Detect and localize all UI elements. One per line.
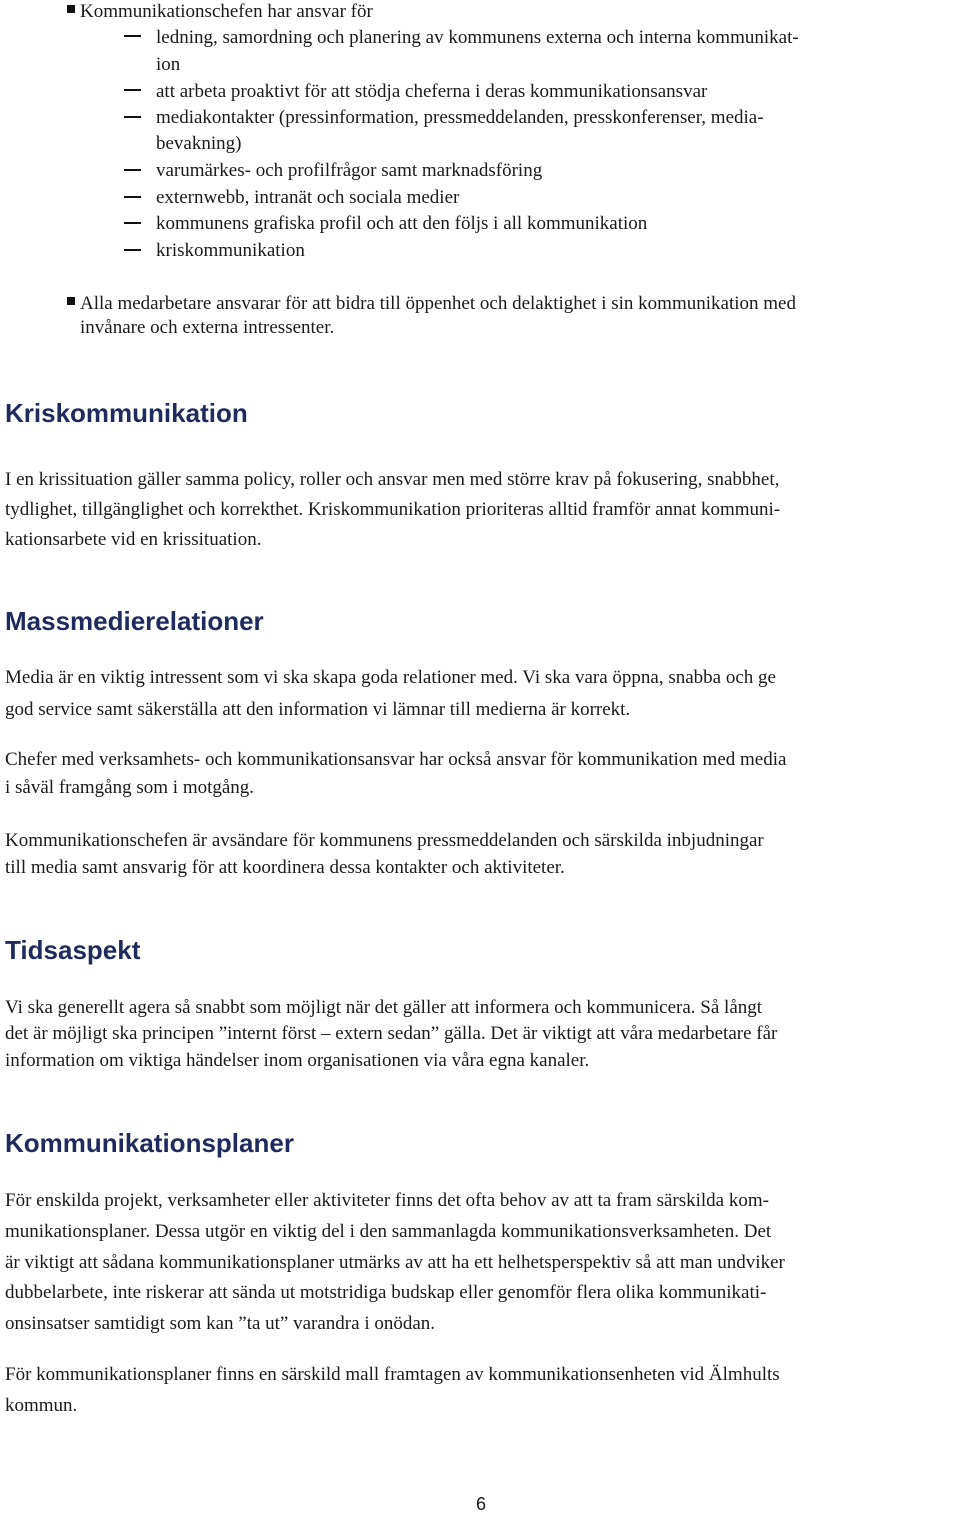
paragraph-line: Media är en viktig intressent som vi ska skapa goda relationer med. Vi ska vara öppna, snabba och ge (5, 667, 776, 688)
paragraph-line: det är möjligt ska principen ”internt först – extern sedan” gälla. Det är viktigt att våra medarbetare får (5, 1023, 778, 1044)
bullet-marker (67, 297, 75, 305)
dash-marker (124, 169, 141, 171)
paragraph-line: tydlighet, tillgänglighet och korrekthet. Kriskommunikation prioriteras alltid framför annat kommuni- (5, 499, 781, 520)
paragraph-line: kationsarbete vid en krissituation. (5, 529, 262, 550)
paragraph-line: dubbelarbete, inte riskerar att sända ut motstridiga budskap eller genomför flera olika kommunikati- (5, 1282, 767, 1303)
list-item: mediakontakter (pressinformation, pressmeddelanden, presskonferenser, media- (156, 107, 764, 128)
section-heading: Kriskommunikation (5, 398, 248, 428)
paragraph-line: till media samt ansvarig för att koordinera dessa kontakter och aktiviteter. (5, 857, 565, 878)
paragraph-line: information om viktiga händelser inom organisationen via våra egna kanaler. (5, 1050, 590, 1071)
list-item: ion (156, 54, 181, 75)
list-item: att arbeta proaktivt för att stödja cheferna i deras kommunikationsansvar (156, 81, 708, 102)
dash-marker (124, 196, 141, 198)
bullet-marker (67, 5, 75, 13)
dash-marker (124, 35, 141, 37)
paragraph-line: För kommunikationsplaner finns en särskild mall framtagen av kommunikationsenheten vid Älmhults (5, 1364, 780, 1385)
dash-marker (124, 89, 141, 91)
paragraph-line: För enskilda projekt, verksamheter eller aktiviteter finns det ofta behov av att ta fram särskilda kom- (5, 1190, 769, 1211)
paragraph-line: kommun. (5, 1395, 78, 1416)
list-item: varumärkes- och profilfrågor samt marknadsföring (156, 160, 543, 181)
page-number: 6 (476, 1494, 487, 1514)
dash-marker (124, 116, 141, 118)
paragraph-line: onsinsatser samtidigt som kan ”ta ut” varandra i onödan. (5, 1313, 436, 1334)
paragraph-line: Vi ska generellt agera så snabbt som möjligt när det gäller att informera och kommunicera. Så långt (5, 997, 763, 1018)
list-item: ledning, samordning och planering av kommunens externa och interna kommunikat- (156, 27, 799, 48)
paragraph-line: I en krissituation gäller samma policy, roller och ansvar men med större krav på fokusering, snabbhet, (5, 469, 780, 490)
bullet-text: invånare och externa intressenter. (80, 317, 335, 338)
dash-marker (124, 222, 141, 224)
list-item: kommunens grafiska profil och att den följs i all kommunikation (156, 213, 648, 234)
paragraph-line: Chefer med verksamhets- och kommunikationsansvar har också ansvar för kommunikation med media (5, 749, 787, 770)
section-heading: Massmedierelationer (5, 606, 264, 636)
paragraph-line: i såväl framgång som i motgång. (5, 777, 255, 798)
list-item: kriskommunikation (156, 240, 305, 261)
list-item: externwebb, intranät och sociala medier (156, 187, 460, 208)
bullet-text: Kommunikationschefen har ansvar för (80, 1, 373, 22)
paragraph-line: är viktigt att sådana kommunikationsplaner utmärks av att ha ett helhetsperspektiv så att man undviker (5, 1252, 785, 1273)
paragraph-line: Kommunikationschefen är avsändare för kommunens pressmeddelanden och särskilda inbjudningar (5, 830, 764, 851)
bullet-text: Alla medarbetare ansvarar för att bidra till öppenhet och delaktighet i sin kommunikation med (80, 293, 796, 314)
list-item: bevakning) (156, 133, 242, 154)
paragraph-line: god service samt säkerställa att den information vi lämnar till medierna är korrekt. (5, 699, 631, 720)
section-heading: Kommunikationsplaner (5, 1128, 294, 1158)
section-heading: Tidsaspekt (5, 935, 141, 965)
paragraph-line: munikationsplaner. Dessa utgör en viktig del i den sammanlagda kommunikationsverksamheten. Det (5, 1221, 772, 1242)
dash-marker (124, 249, 141, 251)
